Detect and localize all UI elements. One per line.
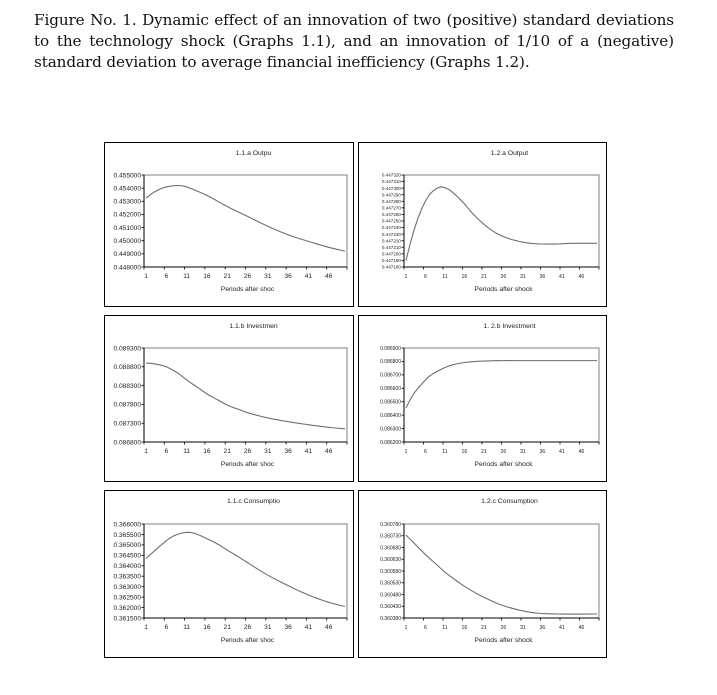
y-tick-label: 0.360380: [380, 615, 401, 622]
x-tick-label: 36: [539, 625, 546, 631]
x-tick-label: 21: [223, 273, 231, 280]
figure-caption: Figure No. 1. Dynamic effect of an innovation of two (positive) standard deviations to the technology shock (Graphs 1.1), and an innovation of 1/10 of a (negative) standard deviation to average financial inefficiency (Graphs 1.2).: [34, 11, 674, 71]
y-tick-label: 0.448000: [113, 264, 141, 272]
y-tick-label: 0.365000: [113, 542, 141, 550]
chart-title: 1.1.b Investmen: [229, 323, 278, 330]
y-tick-label: 0.086800: [380, 359, 401, 366]
y-tick-label: 0.447200: [381, 251, 401, 257]
y-tick-label: 0.447220: [381, 238, 401, 244]
x-tick-label: 16: [461, 625, 468, 631]
x-tick-label: 6: [164, 448, 169, 455]
x-tick-label: 1: [404, 449, 408, 455]
y-tick-label: 0.447190: [381, 258, 401, 264]
y-tick-label: 0.360630: [380, 557, 401, 563]
x-tick-label: 11: [442, 625, 448, 631]
chart-panel-1-1-a: [104, 142, 354, 307]
chart-title: 1. 2.b Investment: [483, 323, 536, 330]
x-tick-label: 21: [481, 274, 487, 280]
y-tick-label: 0.447210: [381, 244, 401, 250]
x-tick-label: 6: [424, 449, 427, 455]
x-tick-label: 21: [481, 449, 487, 455]
x-tick-label: 1: [144, 624, 148, 631]
x-tick-label: 41: [559, 449, 565, 455]
chart-svg: [359, 143, 605, 305]
x-tick-label: 41: [304, 448, 313, 455]
x-tick-label: 26: [243, 624, 252, 631]
x-tick-label: 41: [304, 273, 313, 280]
y-tick-label: 0.087300: [113, 420, 141, 428]
chart-panel-1-2-c: [358, 490, 607, 658]
chart-svg: [105, 491, 352, 656]
chart-svg: [105, 143, 352, 305]
y-tick-label: 0.089300: [113, 345, 141, 353]
chart-svg: [359, 316, 605, 480]
x-tick-label: 36: [539, 274, 546, 280]
y-tick-label: 0.360480: [380, 592, 401, 599]
x-tick-label: 26: [243, 448, 252, 455]
y-tick-label: 0.086900: [380, 345, 401, 352]
chart-title: 1.2.a Output: [490, 150, 529, 157]
x-tick-label: 36: [284, 273, 292, 280]
x-tick-label: 26: [243, 273, 252, 280]
y-tick-label: 0.447230: [381, 231, 401, 237]
x-tick-label: 31: [520, 274, 526, 280]
y-tick-label: 0.447310: [381, 179, 401, 185]
y-tick-label: 0.447280: [381, 198, 401, 204]
y-tick-label: 0.086600: [380, 386, 401, 393]
y-tick-label: 0.088300: [113, 382, 141, 390]
chart-svg: [105, 316, 352, 480]
x-tick-label: 6: [164, 273, 169, 280]
y-tick-label: 0.451000: [113, 224, 141, 232]
y-tick-label: 0.363000: [113, 583, 141, 591]
x-tick-label: 11: [442, 274, 448, 280]
x-tick-label: 1: [404, 625, 408, 631]
y-tick-label: 0.447320: [381, 172, 401, 178]
series-line: [406, 361, 597, 408]
y-tick-label: 0.360680: [380, 545, 401, 552]
x-tick-label: 26: [500, 625, 507, 631]
y-tick-label: 0.450000: [113, 238, 141, 246]
y-tick-label: 0.453000: [113, 198, 141, 206]
x-tick-label: 31: [264, 624, 272, 631]
x-tick-label: 46: [325, 448, 333, 455]
x-axis-label: Periods after shock: [474, 286, 533, 293]
x-tick-label: 6: [164, 624, 169, 631]
x-tick-label: 16: [203, 624, 211, 631]
plot-area: [144, 175, 347, 267]
x-tick-label: 1: [144, 273, 148, 280]
plot-area: [144, 348, 347, 442]
y-tick-label: 0.360430: [380, 604, 401, 610]
x-tick-label: 6: [424, 625, 427, 631]
y-tick-label: 0.360530: [380, 580, 401, 587]
plot-area: [404, 348, 599, 442]
x-tick-label: 31: [520, 625, 526, 631]
x-tick-label: 41: [559, 274, 565, 280]
y-tick-label: 0.449000: [113, 251, 141, 259]
y-tick-label: 0.447180: [381, 264, 401, 270]
x-tick-label: 21: [223, 624, 231, 631]
x-tick-label: 11: [442, 449, 448, 455]
y-tick-label: 0.086700: [380, 372, 401, 379]
y-tick-label: 0.360730: [380, 533, 401, 540]
chart-svg: [359, 491, 605, 656]
x-tick-label: 16: [203, 448, 211, 455]
y-tick-label: 0.452000: [113, 211, 141, 219]
y-tick-label: 0.447240: [381, 225, 401, 231]
y-tick-label: 0.086400: [380, 412, 401, 419]
x-tick-label: 41: [304, 624, 313, 631]
chart-title: 1.2.c Consumption: [481, 498, 538, 505]
x-tick-label: 1: [144, 448, 148, 455]
x-axis-label: Periods after shock: [474, 461, 533, 468]
x-tick-label: 31: [520, 449, 526, 455]
chart-panel-1-1-c: [104, 490, 354, 658]
x-tick-label: 46: [578, 625, 585, 631]
x-tick-label: 21: [223, 448, 231, 455]
series-line: [146, 532, 345, 606]
x-tick-label: 26: [500, 449, 507, 455]
x-tick-label: 46: [578, 449, 585, 455]
x-axis-label: Periods after shoc: [220, 461, 275, 468]
x-tick-label: 16: [461, 274, 468, 280]
x-axis-label: Periods after shock: [474, 637, 533, 644]
x-tick-label: 41: [559, 625, 565, 631]
x-tick-label: 36: [539, 449, 546, 455]
series-line: [146, 186, 345, 252]
chart-title: 1.1.a Outpu: [235, 150, 272, 157]
y-tick-label: 0.086200: [380, 439, 401, 446]
y-tick-label: 0.366000: [113, 521, 141, 529]
x-tick-label: 16: [461, 449, 468, 455]
chart-panel-1-2-a: [358, 142, 607, 307]
y-tick-label: 0.447250: [381, 218, 401, 224]
x-tick-label: 31: [264, 273, 272, 280]
x-tick-label: 26: [500, 274, 507, 280]
y-tick-label: 0.447290: [381, 192, 401, 198]
y-tick-label: 0.360580: [380, 568, 401, 575]
y-tick-label: 0.447260: [381, 212, 401, 218]
y-tick-label: 0.087800: [113, 401, 141, 409]
plot-area: [144, 524, 347, 618]
y-tick-label: 0.365500: [113, 531, 141, 539]
x-tick-label: 36: [284, 624, 292, 631]
x-axis-label: Periods after shoc: [220, 637, 275, 644]
y-tick-label: 0.364500: [113, 552, 141, 560]
x-tick-label: 11: [183, 448, 191, 455]
x-axis-label: Periods after shoc: [220, 286, 275, 293]
series-line: [146, 363, 345, 429]
y-tick-label: 0.362500: [113, 594, 141, 602]
y-tick-label: 0.362000: [113, 604, 141, 612]
y-tick-label: 0.086300: [380, 426, 401, 433]
x-tick-label: 46: [578, 274, 585, 280]
y-tick-label: 0.447300: [381, 185, 401, 191]
x-tick-label: 46: [325, 624, 333, 631]
y-tick-label: 0.447270: [381, 205, 401, 211]
x-tick-label: 36: [284, 448, 292, 455]
x-tick-label: 6: [424, 274, 427, 280]
plot-area: [404, 175, 599, 267]
y-tick-label: 0.086800: [113, 439, 141, 447]
y-tick-label: 0.360780: [380, 521, 401, 528]
chart-panel-1-1-b: [104, 315, 354, 482]
x-tick-label: 1: [404, 274, 408, 280]
x-tick-label: 31: [264, 448, 272, 455]
chart-title: 1.1.c Consumptio: [227, 498, 280, 505]
series-line: [406, 187, 597, 261]
y-tick-label: 0.363500: [113, 573, 141, 581]
series-line: [406, 535, 597, 614]
y-tick-label: 0.454000: [113, 185, 141, 193]
y-tick-label: 0.088800: [113, 364, 141, 372]
x-tick-label: 16: [203, 273, 211, 280]
y-tick-label: 0.364000: [113, 563, 141, 571]
chart-panel-1-2-b: [358, 315, 607, 482]
y-tick-label: 0.086500: [380, 399, 401, 406]
x-tick-label: 11: [183, 624, 191, 631]
plot-area: [404, 524, 599, 618]
x-tick-label: 21: [481, 625, 487, 631]
y-tick-label: 0.455000: [113, 172, 141, 180]
x-tick-label: 11: [183, 273, 191, 280]
x-tick-label: 46: [325, 273, 333, 280]
y-tick-label: 0.361500: [113, 615, 141, 623]
